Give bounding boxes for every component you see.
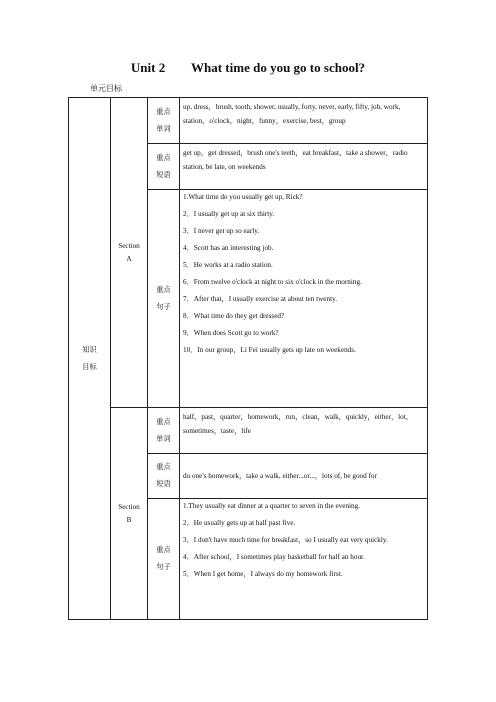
- sentence-item: 1.What time do you usually get up, Rick?: [183, 193, 303, 201]
- sentence-item: 2．I usually get up at six thirty.: [183, 210, 275, 218]
- row-label: 重点: [156, 463, 171, 471]
- sentence-item: 4．Scott has an interesting job.: [183, 244, 274, 252]
- table-row: [69, 98, 428, 144]
- sentence-item: 3．I don't have much time for breakfast，so I usually eat very quickly.: [183, 536, 388, 544]
- key-phrases-label-cell: [148, 454, 180, 499]
- key-sentences-label-cell: [148, 499, 180, 620]
- row-label: 单词: [156, 124, 171, 133]
- row-label: 重点: [156, 546, 171, 554]
- row-label: 句子: [156, 563, 171, 571]
- key-phrases-cell: do one's homework，take a walk, either...or...，lots of, be good for: [180, 454, 428, 499]
- key-sentences-label-cell: [148, 190, 180, 408]
- category-cell: [69, 98, 111, 620]
- key-sentences-cell: [180, 190, 428, 408]
- key-words-label-cell: [148, 98, 180, 144]
- objectives-table: [68, 97, 428, 620]
- section-b-cell: [111, 408, 148, 620]
- sentence-item: 2．He usually gets up at half past five.: [183, 519, 296, 527]
- sentence-item: 6．From twelve o'clock at night to six o'clock in the morning.: [183, 278, 362, 286]
- section-a-cell: [111, 98, 148, 408]
- section-heading: 单元目标: [90, 84, 122, 93]
- sentence-item: 8．What time do they get dressed?: [183, 312, 285, 320]
- section-a-label: Section: [118, 241, 140, 250]
- row-label: 短语: [156, 480, 171, 488]
- row-label: 重点: [156, 153, 171, 162]
- section-a-letter: A: [126, 254, 132, 263]
- row-label: 单词: [156, 434, 171, 443]
- key-sentences-cell: [180, 499, 428, 620]
- section-b-letter: B: [126, 515, 132, 524]
- key-words-label-cell: [148, 408, 180, 454]
- category-label: 知识: [82, 345, 97, 354]
- sentence-item: 7．After that，I usually exercise at about ten twenty.: [183, 295, 338, 303]
- key-words-cell: up, dress，brush, tooth, shower, usually, forty, never, early, fifty, job, work, station，o'clock，night，funny，exercise, best，group: [180, 98, 428, 144]
- sentence-item: 5．When I get home，I always do my homework first.: [183, 570, 343, 578]
- sentence-item: 1.They usually eat dinner at a quarter to seven in the evening.: [183, 502, 361, 510]
- row-label: 短语: [156, 170, 171, 179]
- page-title: Unit 2 What time do you go to school?: [130, 60, 366, 75]
- row-label: 重点: [156, 417, 171, 426]
- key-phrases-cell: get up，get dressed，brush one's teeth，eat breakfast，take a shower，radio station, be late, on weekends: [180, 144, 428, 190]
- sentence-item: 3．I never get up so early.: [183, 227, 260, 235]
- section-b-label: Section: [118, 502, 140, 511]
- sentence-item: 4．After school，I sometimes play basketball for half an hour.: [183, 553, 365, 561]
- sentence-item: 9．When does Scott go to work?: [183, 329, 279, 337]
- row-label: 重点: [156, 107, 171, 116]
- row-label: 重点: [156, 285, 171, 294]
- sentence-item: 5．He works at a radio station.: [183, 261, 273, 269]
- key-phrases-label-cell: [148, 144, 180, 190]
- category-label: 目标: [82, 362, 97, 371]
- row-label: 句子: [156, 302, 171, 311]
- key-words-cell: half，past，quarter，homework，run，clean，walk，quickly，either，lot，sometimes，taste，life: [180, 408, 428, 454]
- table-row: [69, 408, 428, 454]
- sentence-item: 10．In our group，Li Fei usually gets up late on weekends.: [183, 346, 356, 354]
